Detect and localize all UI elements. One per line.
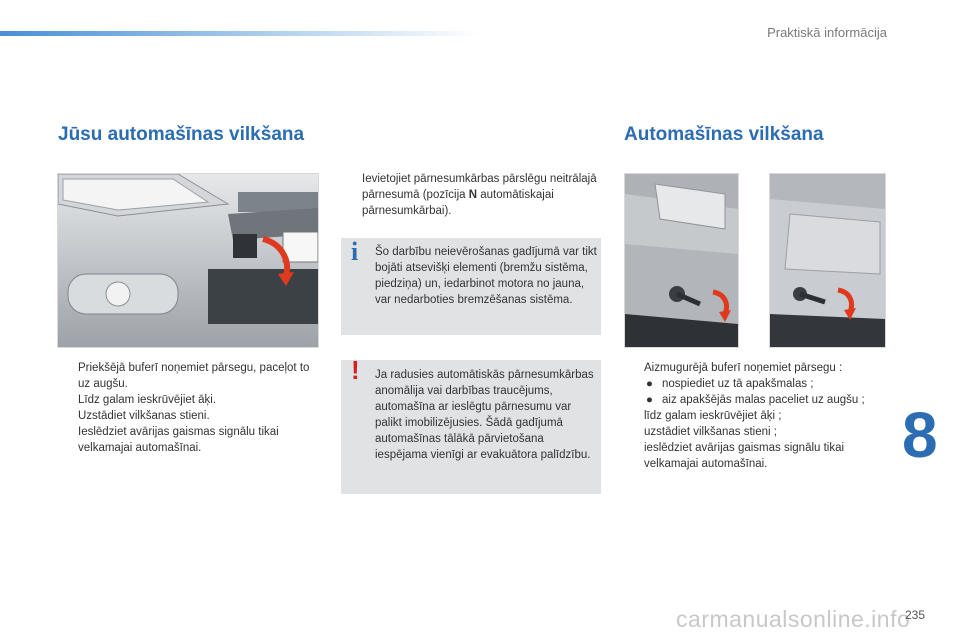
- list-item: Līdz galam ieskrūvējiet āķi.: [78, 394, 217, 406]
- heading-towing-your-car: Jūsu automašīnas vilkšana: [58, 124, 305, 145]
- bullet-dot-icon: ●: [646, 394, 653, 406]
- warning-note-text: Ja radusies automātiskās pārnesumkārbas anomālija vai darbības traucējums, automašīna ar ieslēgtu pārnesumu var palikt imobilizējusies. Šādā gadījumā automašīnas tālākā pārvietošana iespējama vienīgi ar evakuātora palīdzību.: [375, 369, 594, 461]
- list-item: Aizmugurējā buferī noņemiet pārsegu :: [644, 362, 843, 374]
- list-item: Ievietojiet pārnesumkārbas pārslēgu neitrālajā pārnesumā (pozīcija N automātiskajai pārnesumkārbai).: [362, 173, 597, 217]
- info-note: [341, 238, 601, 335]
- neutral-position-label: N: [468, 189, 478, 201]
- gearbox-neutral-step: [342, 171, 602, 219]
- rear-bumper-illustration-1: [625, 174, 738, 347]
- rear-bumper-illustration-2: [770, 174, 885, 347]
- info-note-text: Šo darbību neievērošanas gadījumā var tikt bojāti atsevišķi elementi (bremžu sistēma, piedziņa) un, iedarbinot motora no jauna, var nedarboties bremzēšanas sistēma.: [375, 246, 597, 306]
- list-subitem: ● aiz apakšējās malas paceliet uz augšu ;: [646, 394, 865, 406]
- list-item: Ieslēdziet avārijas gaismas signālu tikai velkamajai automašīnai.: [78, 426, 279, 454]
- front-bumper-photo: [57, 173, 319, 348]
- list-item: ieslēdziet avārijas gaismas signālu tikai velkamajai automašīnai.: [644, 442, 845, 470]
- front-towing-steps: [58, 360, 320, 456]
- list-item: uzstādiet vilkšanas stieni ;: [644, 426, 777, 438]
- rear-bumper-photo-1: [624, 173, 739, 348]
- list-item: Priekšējā buferī noņemiet pārsegu, paceļot to uz augšu.: [78, 362, 310, 390]
- rear-bumper-photo-2: [769, 173, 886, 348]
- list-item: līdz galam ieskrūvējiet āķi ;: [644, 410, 782, 422]
- section-title: Praktiskā informācija: [767, 25, 887, 40]
- watermark: carmanualsonline.info: [676, 606, 911, 632]
- rear-towing-steps: [624, 360, 894, 472]
- list-subitem: ● nospiediet uz tā apakšmalas ;: [646, 378, 814, 390]
- front-bumper-illustration: [58, 174, 318, 347]
- header-gradient-bar: [0, 31, 480, 36]
- warning-icon: !: [351, 355, 360, 385]
- chapter-number: 8: [902, 399, 938, 471]
- info-icon: i: [351, 237, 359, 266]
- page-number: 235: [905, 608, 926, 622]
- bullet-dot-icon: ●: [646, 378, 653, 390]
- heading-towing-another-car: Automašīnas vilkšana: [624, 124, 824, 145]
- warning-note: [341, 355, 601, 494]
- list-item: Uzstādiet vilkšanas stieni.: [78, 410, 210, 422]
